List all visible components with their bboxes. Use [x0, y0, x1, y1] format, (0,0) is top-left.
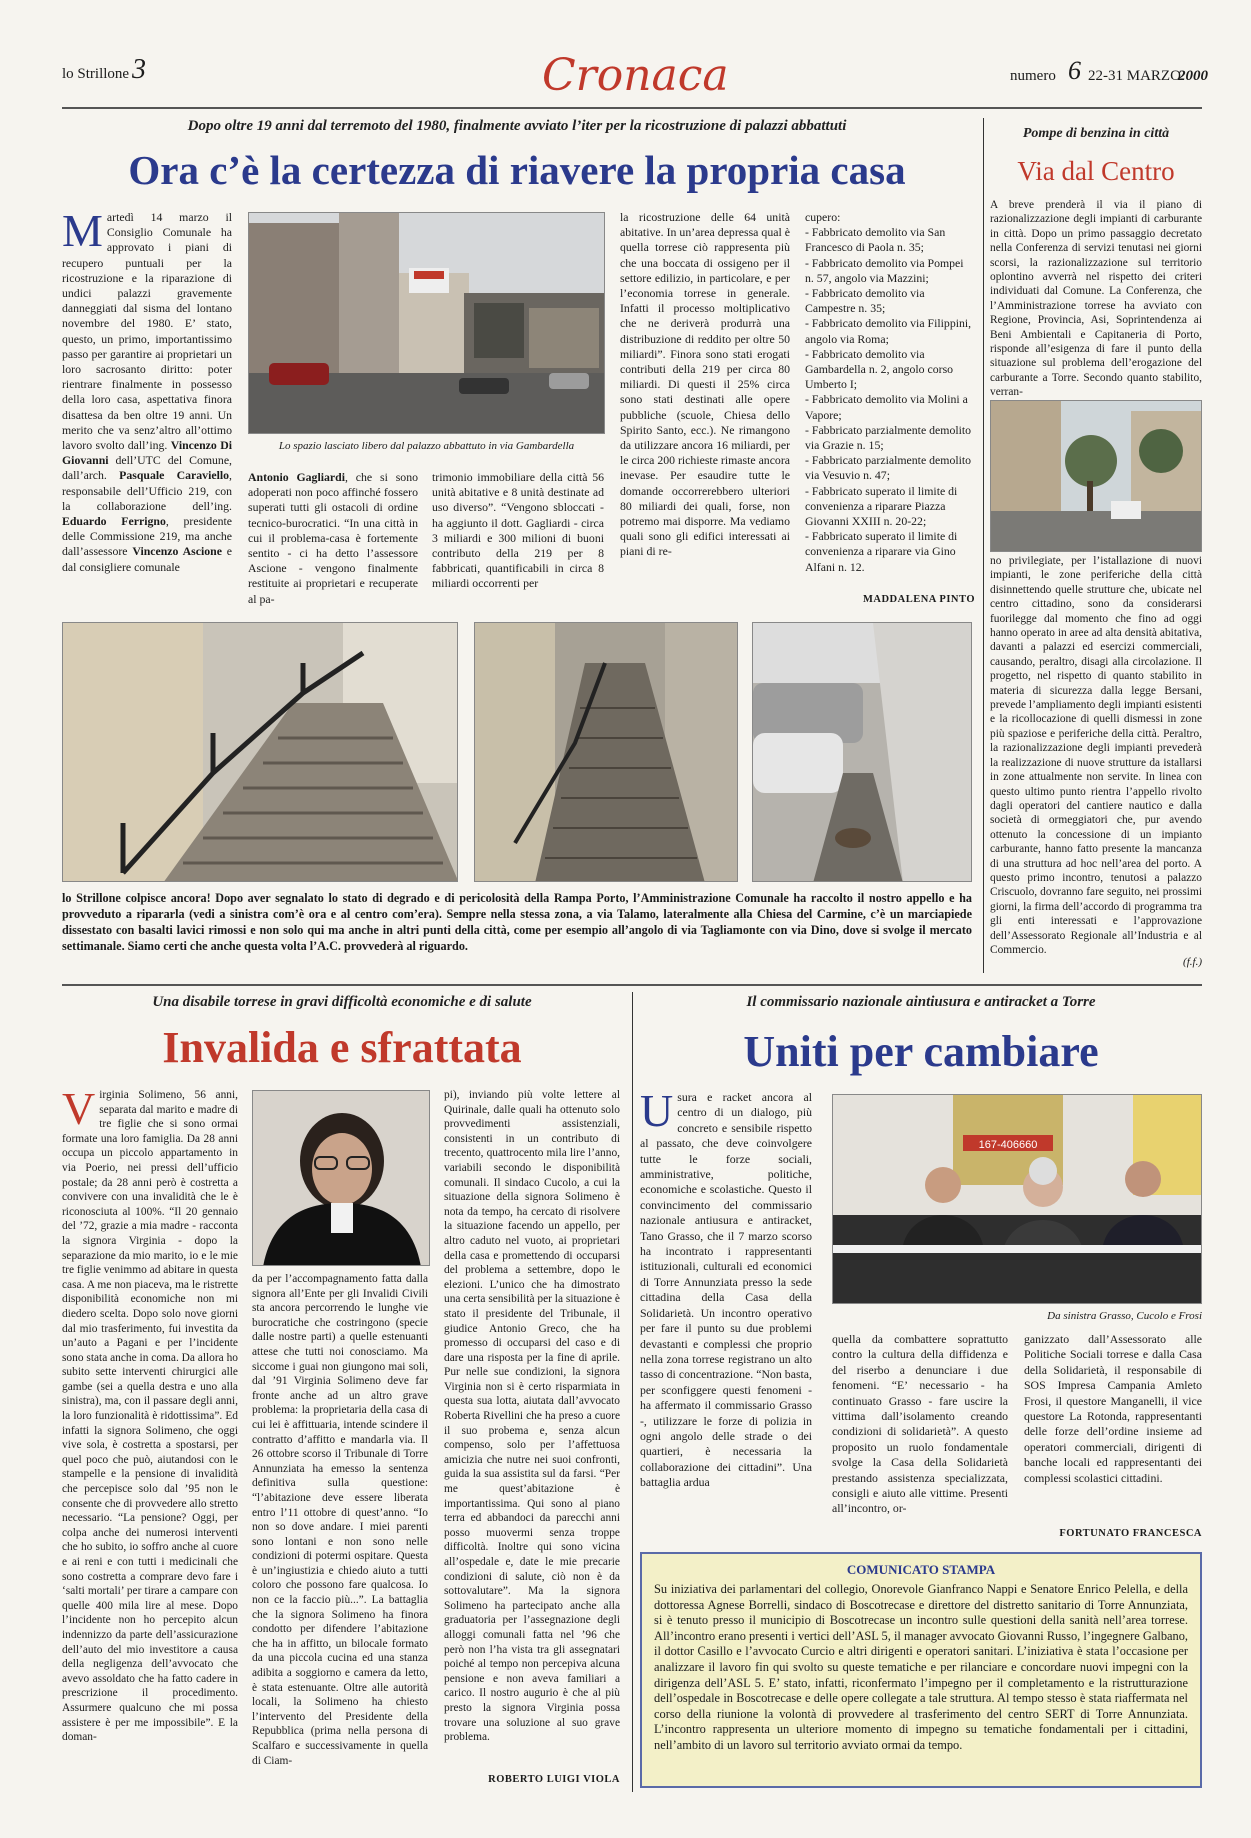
list-item: - Fabbricato parzialmente demolito via Vesuvio n. 47; — [805, 453, 972, 483]
sidebar-text-bottom: no privilegiate, per l’istallazione di nuovi impianti, le zone periferiche della città disinnettendo quelle strutture che, ubicate nel centro cittadino, sono da considerarsi fuorilegge dal momento che fino ad oggi hanno operato in aree ad alta densità abitativa, davanti a palazzi ed esercizi commerciali, causando, peraltro, disagi alla circolazione. Il progetto, nel rispetto di quanto stabilito in materia di sicurezza dalla legge Bersani, prevede l’ampliamento degli impianti esistenti e la ricollocazione di quelli dismessi in zone più spaziose e periferiche della città. Peraltro, la razionalizzazione degli impianti prevederà la realizzazione di nuove strutture da istallarsi in zone attualmente non servite. In linea con questo ultimo punto rientra l’appello rivolto dagli operatori del cantiere nautico e dalla società di ormeggiatori che, pur avendo ottenuto la concessione di un impianto carburante, hanno fatto presente la mancanza di una struttura ad hoc nell’area del porto. A questo primo incontro, tenutosi a palazzo Criscuolo, dovranno fare seguito, nei prossimi giorni, la firma dell’accordo di programma tra gli enti interessati e l’approvazione dell’Assessorato Regionale all’Industria e al Commercio. — [990, 555, 1202, 956]
list-item: - Fabbricato superato il limite di convenienza a riparare Piazza Giovanni XXIII n. 20-22; — [805, 483, 958, 529]
street-photo-image — [249, 213, 605, 434]
list-item: - Fabbricato superato il limite di convenienza a riparare via Gino Alfani n. 12. — [805, 529, 958, 574]
stairs-photo-now — [62, 622, 458, 882]
comunicato-title: COMUNICATO STAMPA — [846, 1562, 996, 1577]
meeting-photo-caption: Da sinistra Grasso, Cucolo e Frosi — [1047, 1310, 1202, 1322]
stairs-photo-before — [474, 622, 738, 882]
section-title: Cronaca — [542, 50, 729, 101]
paper-name: lo Strillone — [62, 66, 130, 82]
comunicato-box — [640, 1552, 1202, 1788]
list-item: - Fabbricato demolito via Campestre n. 35; — [805, 286, 925, 316]
list-item: - Fabbricato demolito via Gambardella n. 2, angolo corso Umberto I; — [805, 346, 954, 392]
list-item: - Fabbricato demolito via Pompei n. 57, angolo via Mazzini; — [805, 255, 964, 285]
meeting-photo — [832, 1094, 1202, 1304]
demolished-list — [805, 225, 975, 575]
uniti-col-2: quella da combattere soprattutto contro la cultura della diffidenza e del riserbo a denunciare i due fenomeni. “E’ necessario - ha continuato Grasso - fare uscire la vittima dall’isolamento creando condizioni di solidarietà”. A questo proposito un ruolo fondamentale svolge la Casa della Solidarietà prestando assistenza specializzata, consigli e aiuto alle vittime. Presenti all’incontro, or- — [832, 1332, 1008, 1516]
uniti-byline: FORTUNATO FRANCESCA — [1059, 1528, 1202, 1539]
sidewalk-photo — [752, 622, 972, 882]
header-rule — [62, 107, 1202, 109]
uniti-kicker: Il commissario nazionale aintiusura e antiracket a Torre — [746, 994, 1096, 1010]
street-trees-image — [991, 401, 1202, 552]
uniti-dropcap: U — [640, 1090, 674, 1136]
main-headline: Ora c’è la certezza di riavere la propria casa — [128, 147, 906, 193]
main-col-1: M artedì 14 marzo il Consiglio Comunale ha approvato i piani di recupero puntuali per la ricostruzione e la riparazione di undici palazzi gravemente danneggiati dal sisma del lontano novembre del 1980. E’ stato, questo, un primo, importantissimo passo per garantire ai proprietari un loro sacrosanto diritto: poter rientrare finalmente in possesso della loro casa, aspettativa finora disattesa da ben oltre 19 anni. Un merito che va senz’altro all’ottimo lavoro svolto dall’ing. Vincenzo Di Giovanni dell’UTC del Comune, dall’arch. Pasquale Caraviello, responsabile dell’Ufficio 219, con la collaborazione dell’ing. Eduardo Ferrigno, presidente delle Commissione 219, ma anche dall’assessore Vincenzo Ascione e dal consigliere comunale — [62, 210, 232, 574]
main-col-4: cupero: - Fabbricato demolito via San Francesco di Paola n. 35; - Fabbricato demolito via Pompei n. 57, angolo via Mazzini; - Fabbricato demolito via Campestre n. 35; - Fabbricato demolito via Filippini, angolo via Roma; - Fabbricato demolito via Gambardella n. 2, angolo corso Umberto I; - Fabbricato demolito via Molini a Vapore; - Fabbricato parzialmente demolito via Grazie n. 15; - Fabbricato parzialmente demolito via Vesuvio n. 47; - Fabbricato superato il limite di convenienza a riparare Piazza Giovanni XXIII n. 20-22; - Fabbricato superato il limite di convenienza a riparare via Gino Alfani n. 12. — [805, 210, 975, 590]
list-item: - Fabbricato parzialmente demolito via Grazie n. 15; — [805, 422, 972, 453]
uniti-col-1: U sura e racket ancora al centro di un dialogo, più concreto e sensibile rispetto al passato, che deve coinvolgere tutte le forze sociali, amministrative, politiche, economiche e scolastiche. Questo il convincimento del commissario nazionale antiusura e antiracket, Tano Grasso, che il 7 marzo scorso ha incontrato i rappresentanti istituzionali, culturali ed economici di Torre Annunziata presso la sede cittadina della Casa della Solidarietà. Un incontro operativo per fare il punto su due problemi devastanti e complessi che proprio nella zona torrese registrano un alto tasso di concentrazione. “Non basta, per sconfiggere questi fenomeni - ha affermato il commissario Grasso -, utilizzare le forze di polizia in ogni angolo delle strade o dei quartieri, è necessaria la collaborazione dei cittadini”. Una battaglia ardua — [640, 1090, 812, 1490]
invalida-col-1: V irginia Solimeno, 56 anni, separata dal marito e madre di tre figlie che si sono ormai formate una loro famiglia. Da 28 anni occupa un piccolo appartamento in via Poerio, nei pressi dell’ufficio postale; da 28 anni però è costretta a convivere con una invalidità che le è riconosciuta al 100%. “Il 20 gennaio del ’72, grazie a mia madre - racconta la signora Virginia - dopo la separazione da mio marito, io e le mie tre figlie venimmo ad abitare in questa casa. A me non piaceva, ma le ristrette disponibilità economiche non mi diedero scelta. Dopo solo nove giorni dal mio trasferimento, fui investita da un’auto a Pagani e per l’incidente sono stata anche in coma. Da allora ho subito sette interventi chirurgici alle gambe (sei a quella destra e uno alla sinistra), ma, con il passare degli anni, la loro funzionalità è ridottissima”. Ed infatti la signora Solimeno, che oggi vive sola, è costretta a spostarsi, per quel poco che può, aiutandosi con le stampelle e la pensione di invalidità che percepisce solo dal ’95 non le consente che di provvedere allo stretto necessario. “La pensione? Oggi, per colpa anche dei numerosi interventi che ho subito, io soffro anche al cuore e ai reni e con tutti i medicinali che sono costretta a comprare devo fare i ‘salti mortali’ per tirare a campare con quelle 400 mila lire al mese. Dopo l’incidente non ho percepito alcun indennizzo da parte dell’assicurazione dell’auto del mio investitore a causa della negligenza dell’avvocato che avevo assoldato che ha fatto cadere in prescrizione il procedimento. Assurmere qualcuno che mi possa assistere è per me impossibile”. E la doman- — [62, 1088, 238, 1744]
poster-number: 167-406660 — [978, 1139, 1038, 1151]
sidebar-divider — [983, 118, 984, 973]
sidebar-kicker: Pompe di benzina in città — [1022, 126, 1170, 141]
sidebar-signature: (f.f.) — [1183, 956, 1202, 968]
invalida-byline: ROBERTO LUIGI VIOLA — [488, 1774, 620, 1785]
bottom-divider — [632, 992, 633, 1792]
sidebar-photo — [990, 400, 1202, 552]
invalida-dropcap: V — [62, 1088, 96, 1134]
invalida-col-2: da per l’accompagnamento fatta dalla signora all’Ente per gli Invalidi Civili sta ancora percorrendo le lunghe vie burocratiche che costringono (specie dalle nostre parti) a quelle estenuanti attese che tutti noi conosciamo. Ma siccome i guai non giungono mai soli, dal ’91 Virginia Solimeno deve far fronte anche ad un altro grave problema: la proprietaria della casa di cui lei è affittuaria, intende scindere il contratto d’affitto e mandarla via. Il 26 ottobre scorso il Tribunale di Torre Annunziata ha emesso la sentenza definitiva sulla questione: “l’abitazione deve essere liberata entro l’11 ottobre di quest’anno. “Io non so dove andare. I miei parenti sono lontani e non sono nelle condizioni di potermi ospitare. Questa è un’ingiustizia e chiedo aiuto a tutti coloro che possono fare qualcosa. Io non ce la faccio più...”. La battaglia che la signora Solimeno ha finora condotto per difendere l’abitazione che ha in affitto, un bilocale formato da una piccola cucina ed una stanza adibita a soggiorno e camera da letto, è stata estenuante. Oltre alle autorità locali, la Solimeno ha chiesto l’intervento del Presidente della Repubblica (prima nella persona di Scalfaro e successivamente in quella di Ciam- — [252, 1273, 428, 1767]
uniti-headline: Uniti per cambiare — [743, 1027, 1099, 1076]
issue-year: 2000 — [1178, 68, 1208, 84]
main-col-3: la ricostruzione delle 64 unità abitative. In un’area depressa qual è quella torrese ciò rappresenta più che una boccata di ossigeno per il settore edilizio, in particolare, e per l’economia torrese in generale. Infatti il processo moltiplicativo che ne deriverà produrrà una distribuzione di reddito per oltre 50 miliardi”. Finora sono stati erogati contributi della 219 per circa 80 miliardi. Di questi il 25% circa sono stati destinati alle opere pubbliche (scuole, Chiesa dello Spirito Santo, ecc.). Ne rimangono da utilizzare ancora 16 miliardi, per le circa 200 richieste rimaste ancora inevase. Per esaudire tutte le domande occorrerebbero ulteriori 80 miliardi dei quali, forse, non potremo mai disporre. Ma vediamo quali sono gli edifici interessati ai piani di re- — [620, 210, 790, 559]
main-kicker: Dopo oltre 19 anni dal terremoto del 1980, finalmente avviato l’iter per la ricostruzione di palazzi abbattuti — [187, 118, 847, 134]
invalida-col-3: pi), inviando più volte lettere al Quirinale, dalle quali ha ottenuto solo provvedimenti assistenziali, consistenti in un contributo di trecento, quattrocento mila lire l’anno, variabili secondo le disponibilità comunali. Il sindaco Cucolo, a cui la situazione della signora Solimeno è nota da tempo, ha cercato di risolvere la situazione facendo un appello, per altro caduto nel vuoto, ai proprietari della casa e promettendo di occuparsi del problema a settembre, dopo le elezioni. L’unico che ha dimostrato una certa sensibilità per la situazione è stato il presidente del Tribunale, il giudice Antonio Greco, che ha promesso di occuparsi del caso e di dare una risposta per la fine di aprile. Pur nelle sue condizioni, la signora Virginia non si è certo risparmiata in questa sua lotta, aiutata dall’avvocato Roberta Rivellini che ha preso a cuore il suo probema e, senza alcun compenso, solo per l’affettuosa amicizia che nutre nei suoi confronti, guida la sua assistita sul da farsi. “Per me quest’abitazione è importantissima. Qui sono al piano terra ed abbandoci da parecchi anni posso muovermi senza troppe difficoltà. Inoltre qui sono vicina all’ospedale e, date le mie precarie condizioni di salute, ciò non è da sottovalutare”. Ma la signora Solimeno ha partecipato anche alla graduatoria per l’assegnazione degli alloggi comunali fatta nel ’96 che però non l’ha vista tra gli assegnatari poiché al tempo non percepiva alcuna pensione e non aveva familiari a carico. Il nostro augurio è che al più presto la signora Virginia possa trovare una soluzione al suo grave problema. — [444, 1089, 620, 1744]
meeting-photo-image — [833, 1095, 1202, 1304]
photo-strip-caption: lo Strillone colpisce ancora! Dopo aver segnalato lo stato di degrado e di pericolosità della Rampa Porto, l’Amministrazione Comunale ha raccolto il nostro appello e ha provveduto a ripararla (vedi a sinistra com’è ora e al centro com’era). Sempre nella stessa zona, a via Talamo, lateralmente alla Chiesa del Carmine, c’è un marciapiede dissestato con basalti lavici rimossi e non solo qui ma anche in altri punti della città, come per esempio all’angolo di via Tagliamonte con via Dino, dove si svolge il mercato settimanale. Siamo certi che anche questa volta l’A.C. provvederà al riguardo. — [62, 891, 972, 953]
main-dropcap: M — [62, 210, 103, 256]
list-item: - Fabbricato demolito via San Francesco di Paola n. 35; — [805, 225, 946, 255]
issue-label: numero — [1010, 68, 1056, 84]
virginia-portrait — [252, 1090, 430, 1266]
masthead — [62, 50, 1208, 104]
invalida-kicker: Una disabile torrese in gravi difficoltà economiche e di salute — [152, 994, 532, 1010]
page-number: 3 — [132, 54, 146, 85]
issue-date: 22-31 MARZO — [1088, 68, 1181, 84]
list-item: - Fabbricato demolito via Filippini, angolo via Roma; — [805, 316, 972, 346]
main-photo — [248, 212, 605, 434]
sidebar-text-top: A breve prenderà il via il piano di razionalizzazione degli impianti di carburante in città. Dopo un primo passaggio decretato nella Conferenza di servizi tenutasi nei giorni scorsi, la razionalizzazione sul territorio oplontino avverrà nel rispetto dei criteri individuati dal Comune. La Conferenza, che l’Amministrazione torrese ha avviato con Regione, Provincia, Asi, Soprintendenza ai Beni Ambientali e Capitaneria di Porto, risponde all’esigenza di fare il punto della situazione sul problema dell’erogazione del carburante a Torre. Secondo quanto stabilito, verran- — [990, 199, 1202, 398]
sidebar-headline: Via dal Centro — [1017, 156, 1175, 186]
comunicato-text: Su iniziativa dei parlamentari del collegio, Onorevole Gianfranco Nappi e Senatore Enrico Pelella, e della dottoressa Agnese Borrelli, sindaco di Boscotrecase e direttore del distretto sanitario di Torre Annunziata, si è tenuto presso il municipio di Boscotrecase un incontro sulle questioni della sanità nell’area torrese. All’incontro erano presenti i vertici dell’ASL 5, il manager avvocato Giovanni Russo, l’ingegnere Galbano, il dottor Casillo e l’avvocato Curcio e altri dirigenti e operatori sanitari. L’iniziativa è stata l’occasione per analizzare il lavoro fin qui svolto su queste tematiche e per rilanciare e concordare nuovi impegni con la dirigenza dell’ASL 5. E’ stato, infatti, riconfermato l’impegno per il completamento e la ristrutturazione dell’ospedale in Boscotrecase e delle opere collegate a tale struttura. Al tempo stesso è stata riaffermata nel corso della riunione la volontà di provvedere al trasferimento del centro SERT di Torre Annunziata. L’incontro rappresenta un ulteriore momento di impegno su tematiche fondamentali per i cittadini, nell’ambito di un lavoro sul territorio avviato ormai da tempo. — [654, 1582, 1188, 1752]
uniti-col-3: ganizzato dall’Assessorato alle Politiche Sociali torrese e dalla Casa della Solidarietà, il responsabile di SOS Impresa Campania Amleto Frosi, il questore Manganelli, il vice questore La Rotonda, rappresentanti delle forze dell’ordine insieme ad operatori commerciali, dirigenti di banche locali ed rappresentanti dei complessi scolastici cittadini. — [1024, 1332, 1202, 1485]
sidewalk-photo-image — [753, 623, 972, 882]
stairs-before-image — [475, 623, 738, 882]
main-col-2a: Antonio Gagliardi, che si sono adoperati non poco affinché fossero superati tutti gli ostacoli di ordine tecnico-burocratici. “In una città in cui il problema-casa è fortemente sentito - ci ha detto l’assessore Ascione - vengono finalmente restituite ai proprietari e recuperate al pa- — [248, 470, 418, 606]
section-rule — [62, 984, 1202, 986]
stairs-photo-image — [63, 623, 458, 882]
portrait-image — [253, 1091, 430, 1266]
issue-number: 6 — [1068, 56, 1081, 85]
main-byline: MADDALENA PINTO — [862, 594, 975, 605]
main-photo-caption: Lo spazio lasciato libero dal palazzo abbattuto in via Gambardella — [278, 440, 575, 452]
list-item: - Fabbricato demolito via Molini a Vapore; — [805, 392, 968, 422]
invalida-headline: Invalida e sfrattata — [162, 1023, 522, 1072]
main-col-2b: trimonio immobiliare della città 56 unità abitative e 8 unità destinate ad uso diverso”. “Vengono sbloccati - ha aggiunto il dott. Gagliardi - circa 3 miliardi e 300 milioni di buoni contributo della 219 per 8 fabbricati, quantificabili in circa 8 miliardi occorrenti per — [432, 470, 604, 591]
